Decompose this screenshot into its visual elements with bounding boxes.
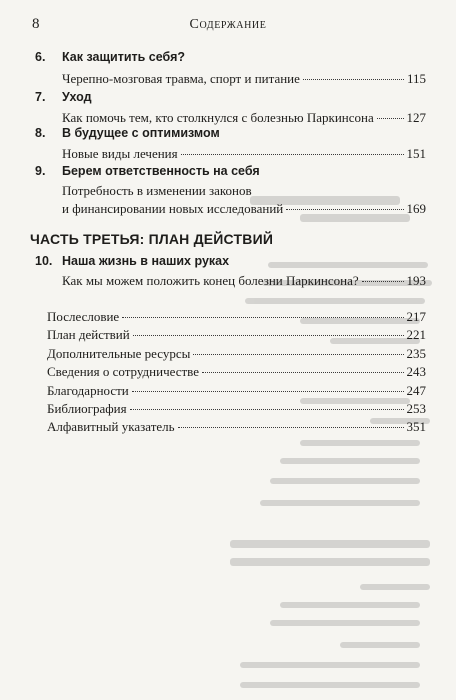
page-ref: 221 bbox=[406, 327, 426, 342]
chapter-subtitle-row bbox=[62, 273, 426, 289]
toc-back-matter-afterword[interactable] bbox=[47, 309, 426, 325]
page-ref: 253 bbox=[406, 401, 426, 416]
chapter-subtitle: Потребность в изменении законов bbox=[62, 183, 252, 198]
chapter-number: 7. bbox=[35, 90, 46, 104]
back-matter-label: Послесловие bbox=[47, 309, 120, 324]
chapter-subtitle-row bbox=[62, 146, 426, 162]
toc-back-matter-cooperation[interactable] bbox=[47, 364, 426, 380]
chapter-subtitle: и финансировании новых исследований bbox=[62, 201, 284, 216]
chapter-number: 10. bbox=[35, 254, 53, 268]
dot-leader bbox=[377, 118, 404, 119]
page-ref: 351 bbox=[406, 419, 426, 434]
chapter-subtitle: Черепно-мозговая травма, спорт и питание bbox=[62, 71, 300, 86]
page-header bbox=[0, 16, 456, 36]
toc-back-matter-action-plan[interactable] bbox=[47, 327, 426, 343]
chapter-subtitle: Новые виды лечения bbox=[62, 146, 178, 161]
back-matter-label: План действий bbox=[47, 327, 130, 342]
dot-leader bbox=[303, 79, 404, 80]
toc-back-matter-resources[interactable] bbox=[47, 346, 426, 362]
toc-back-matter-acknowledgements[interactable] bbox=[47, 383, 426, 399]
back-matter-label: Сведения о сотрудничестве bbox=[47, 364, 200, 379]
running-title: Содержание bbox=[189, 17, 267, 32]
back-matter-label: Библиография bbox=[47, 401, 127, 416]
back-matter-label: Дополнительные ресурсы bbox=[47, 346, 191, 361]
page-ref: 247 bbox=[406, 383, 426, 398]
chapter-subtitle: Как мы можем положить конец болезни Паркинсона? bbox=[62, 273, 359, 288]
page-ref: 243 bbox=[406, 364, 426, 379]
chapter-title: Уход bbox=[62, 90, 92, 104]
dot-leader bbox=[132, 391, 404, 392]
chapter-title: Наша жизнь в наших руках bbox=[62, 254, 230, 268]
dot-leader bbox=[122, 317, 403, 318]
chapter-title: Как защитить себя? bbox=[62, 50, 186, 64]
page-ref: 127 bbox=[406, 110, 426, 125]
page-ref: 193 bbox=[406, 273, 426, 288]
page-number: 8 bbox=[32, 16, 40, 32]
chapter-number: 9. bbox=[35, 164, 46, 178]
chapter-subtitle: Как помочь тем, кто столкнулся с болезнью Паркинсона bbox=[62, 110, 374, 125]
toc-back-matter-index[interactable] bbox=[47, 419, 426, 435]
dot-leader bbox=[178, 427, 404, 428]
chapter-title: В будущее с оптимизмом bbox=[62, 126, 220, 140]
chapter-subtitle-row bbox=[62, 71, 426, 87]
page-ref: 217 bbox=[406, 309, 426, 324]
chapter-subtitle-row bbox=[62, 201, 426, 217]
page-ref: 151 bbox=[406, 146, 426, 161]
dot-leader bbox=[202, 372, 403, 373]
chapter-number: 6. bbox=[35, 50, 46, 64]
dot-leader bbox=[286, 209, 403, 210]
dot-leader bbox=[193, 354, 403, 355]
part-title: ЧАСТЬ ТРЕТЬЯ: ПЛАН ДЕЙСТВИЙ bbox=[30, 231, 274, 247]
dot-leader bbox=[133, 335, 404, 336]
chapter-subtitle-row bbox=[62, 110, 426, 126]
page-ref: 169 bbox=[406, 201, 426, 216]
back-matter-label: Благодарности bbox=[47, 383, 129, 398]
page-ref: 115 bbox=[406, 71, 426, 86]
page-ref: 235 bbox=[406, 346, 426, 361]
back-matter-label: Алфавитный указатель bbox=[47, 419, 175, 434]
toc-back-matter-bibliography[interactable] bbox=[47, 401, 426, 417]
dot-leader bbox=[181, 154, 404, 155]
chapter-number: 8. bbox=[35, 126, 46, 140]
chapter-title: Берем ответственность на себя bbox=[62, 164, 260, 178]
dot-leader bbox=[362, 281, 404, 282]
dot-leader bbox=[130, 409, 404, 410]
